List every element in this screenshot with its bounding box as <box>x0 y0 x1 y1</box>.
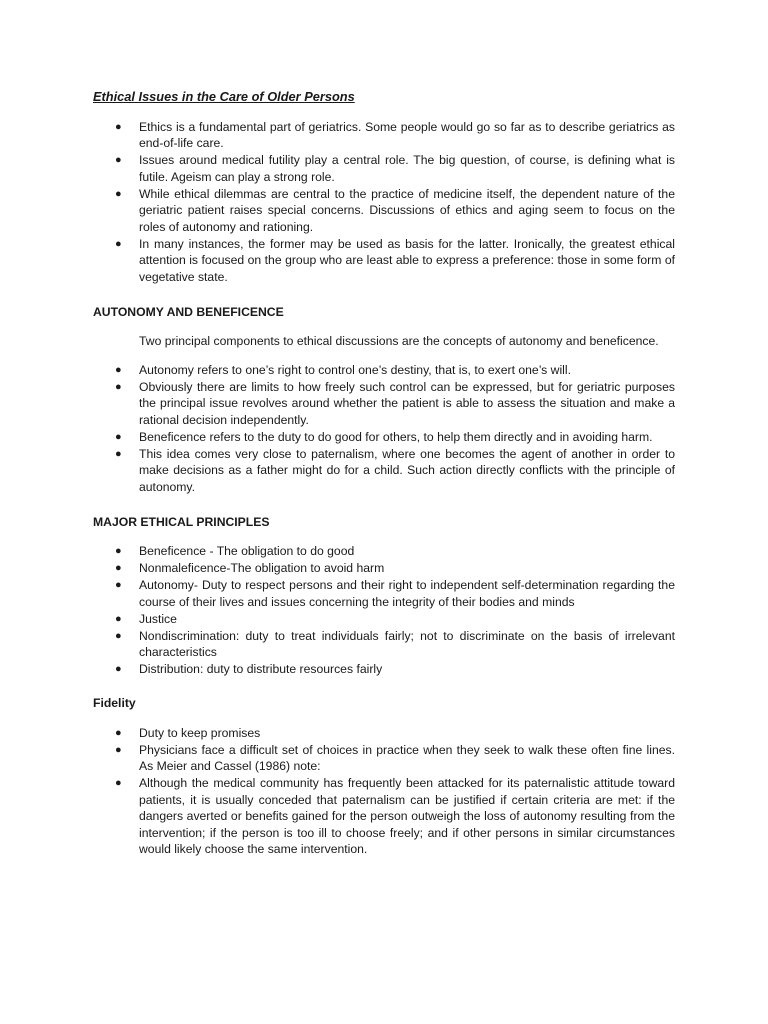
bullet-icon: ● <box>115 187 122 200</box>
list-item: ● Autonomy- Duty to respect persons and their right to independent self-determination regarding the course of their lives and issues concerning the integrity of their bodies and minds <box>115 578 675 609</box>
intro-bullet-list <box>93 119 675 286</box>
list-item: ● Physicians face a difficult set of choices in practice when they seek to walk these often fine lines. As Meier and Cassel (1986) note: <box>115 742 675 773</box>
bullet-icon: ● <box>115 120 122 133</box>
section-heading-fidelity: Fidelity <box>93 696 136 710</box>
bullet-icon: ● <box>115 237 122 250</box>
list-item: ● Nonmaleficence-The obligation to avoid harm <box>115 561 385 575</box>
autonomy-bullet-list <box>93 362 675 496</box>
list-item: ● Obviously there are limits to how freely such control can be expressed, but for geriatric purposes the principal issue revolves around whether the patient is able to assess the situation and make a rational decision independently. <box>115 379 675 427</box>
list-item: ● While ethical dilemmas are central to the practice of medicine itself, the dependent nature of the geriatric patient raises special concerns. Discussions of ethics and aging seem to focus on the roles of autonomy and rationing. <box>115 186 675 234</box>
bullet-icon: ● <box>115 154 122 166</box>
bullet-icon: ● <box>115 663 122 675</box>
bullet-icon: ● <box>115 562 122 574</box>
document-page <box>93 89 675 858</box>
list-item: ● In many instances, the former may be used as basis for the latter. Ironically, the greatest ethical attention is focused on the group who are least able to express a preference: those in some form of vegetative state. <box>115 236 675 284</box>
bullet-icon: ● <box>115 579 122 591</box>
fidelity-bullet-list <box>93 725 675 858</box>
list-item: ● Beneficence refers to the duty to do good for others, to help them directly and in avoiding harm. <box>115 429 653 444</box>
section-heading-autonomy: AUTONOMY AND BENEFICENCE <box>93 304 284 319</box>
bullet-icon: ● <box>115 629 122 642</box>
principles-bullet-list <box>93 543 675 678</box>
document-title: Ethical Issues in the Care of Older Persons <box>93 89 355 104</box>
bullet-icon: ● <box>115 743 122 756</box>
bullet-icon: ● <box>115 380 122 393</box>
list-item: ● This idea comes very close to paternalism, where one becomes the agent of another in order to make decisions as a father might do for a child. Such action directly conflicts with the principle of autonomy. <box>115 446 675 494</box>
list-item: ● Duty to keep promises <box>115 725 261 740</box>
list-item: ● Ethics is a fundamental part of geriatrics. Some people would go so far as to describe geriatrics as end-of-life care. <box>115 119 675 150</box>
list-item: ● Issues around medical futility play a central role. The big question, of course, is defining what is futile. Ageism can play a strong role. <box>115 153 675 184</box>
bullet-icon: ● <box>115 612 122 625</box>
list-item: ● Beneficence - The obligation to do good <box>115 544 355 558</box>
bullet-icon: ● <box>115 363 122 376</box>
autonomy-paragraph: Two principal components to ethical discussions are the concepts of autonomy and beneficence. <box>139 334 659 348</box>
list-item: ● Justice <box>115 611 177 626</box>
list-item: ● Nondiscrimination: duty to treat individuals fairly; not to discriminate on the basis of irrelevant characteristics <box>115 628 675 659</box>
list-item: ● Although the medical community has frequently been attacked for its paternalistic attitude toward patients, it is usually conceded that paternalism can be justified if certain criteria are met: if the dangers averted or benefits gained for the person outweigh the loss of autonomy resulting from the intervention; if the person is too ill to choose freely; and if other persons in similar circumstances would likely choose the same intervention. <box>115 776 675 856</box>
bullet-icon: ● <box>115 726 122 739</box>
bullet-icon: ● <box>115 430 122 443</box>
section-heading-principles: MAJOR ETHICAL PRINCIPLES <box>93 514 270 529</box>
bullet-icon: ● <box>115 777 122 789</box>
bullet-icon: ● <box>115 447 122 460</box>
list-item: ● Autonomy refers to one’s right to control one’s destiny, that is, to exert one’s will. <box>115 362 571 377</box>
bullet-icon: ● <box>115 545 122 557</box>
list-item: ● Distribution: duty to distribute resources fairly <box>115 662 383 676</box>
